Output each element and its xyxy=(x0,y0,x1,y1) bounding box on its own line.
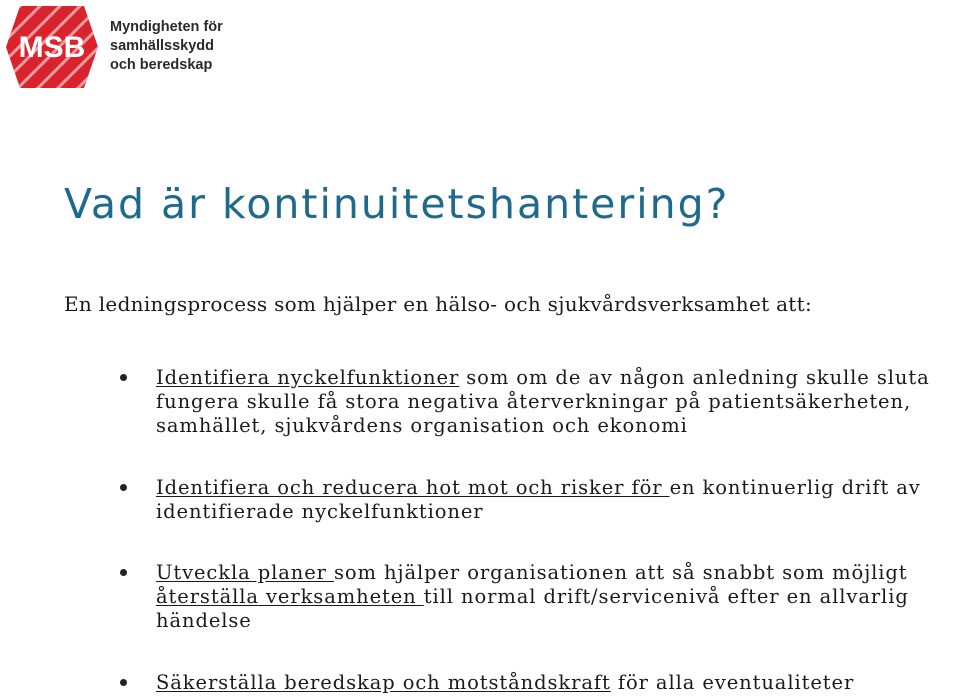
msb-logo-icon xyxy=(4,2,100,92)
underlined-phrase: Identifiera och reducera hot mot och risker för xyxy=(156,476,670,499)
msb-logo xyxy=(4,2,244,92)
bullet-text xyxy=(156,671,960,695)
logo-line-2: samhällsskydd xyxy=(110,38,214,54)
bullet-line xyxy=(156,561,960,585)
bullet-text-segment: som om de av någon anledning skulle sluta xyxy=(459,366,930,389)
bullet-dot-icon xyxy=(120,679,127,686)
underlined-phrase: återställa verksamheten xyxy=(156,585,424,608)
bullet-text-segment: för alla eventualiteter xyxy=(610,671,855,694)
logo-line-3: och beredskap xyxy=(110,57,213,73)
underlined-phrase: Säkerställa beredskap och motståndskraft xyxy=(156,671,611,694)
bullet-line xyxy=(156,476,960,500)
underlined-phrase: Utveckla planer xyxy=(156,561,334,584)
logo-line-1: Myndigheten för xyxy=(110,19,223,35)
bullet-line xyxy=(156,671,960,695)
bullet-line xyxy=(156,366,960,390)
bullet-text-segment: som hjälper organisationen att så snabbt som möjligt xyxy=(334,561,908,584)
logo-mark-text: MSB xyxy=(18,31,86,64)
bullet-dot-icon xyxy=(120,374,127,381)
bullet-dot-icon xyxy=(120,569,127,576)
page-title: Vad är kontinuitetshantering? xyxy=(64,180,730,228)
bullet-line: händelse xyxy=(156,609,252,632)
underlined-phrase: Identifiera nyckelfunktioner xyxy=(156,366,460,389)
bullet-line: identifierade nyckelfunktioner xyxy=(156,500,484,523)
bullet-line: samhället, sjukvårdens organisation och ekonomi xyxy=(156,414,688,437)
bullet-text-segment: till normal drift/servicenivå efter en allvarlig xyxy=(423,585,909,608)
bullet-text xyxy=(156,476,960,524)
bullet-dot-icon xyxy=(120,484,127,491)
logo-wordmark xyxy=(110,18,223,75)
bullet-line xyxy=(156,585,960,609)
bullet-text xyxy=(156,366,960,438)
bullet-text xyxy=(156,561,960,633)
bullet-line: fungera skulle få stora negativa återverkningar på patientsäkerheten, xyxy=(156,390,912,413)
intro-text: En ledningsprocess som hjälper en hälso- och sjukvårdsverksamhet att: xyxy=(64,292,813,316)
bullet-text-segment: en kontinuerlig drift av xyxy=(669,476,921,499)
